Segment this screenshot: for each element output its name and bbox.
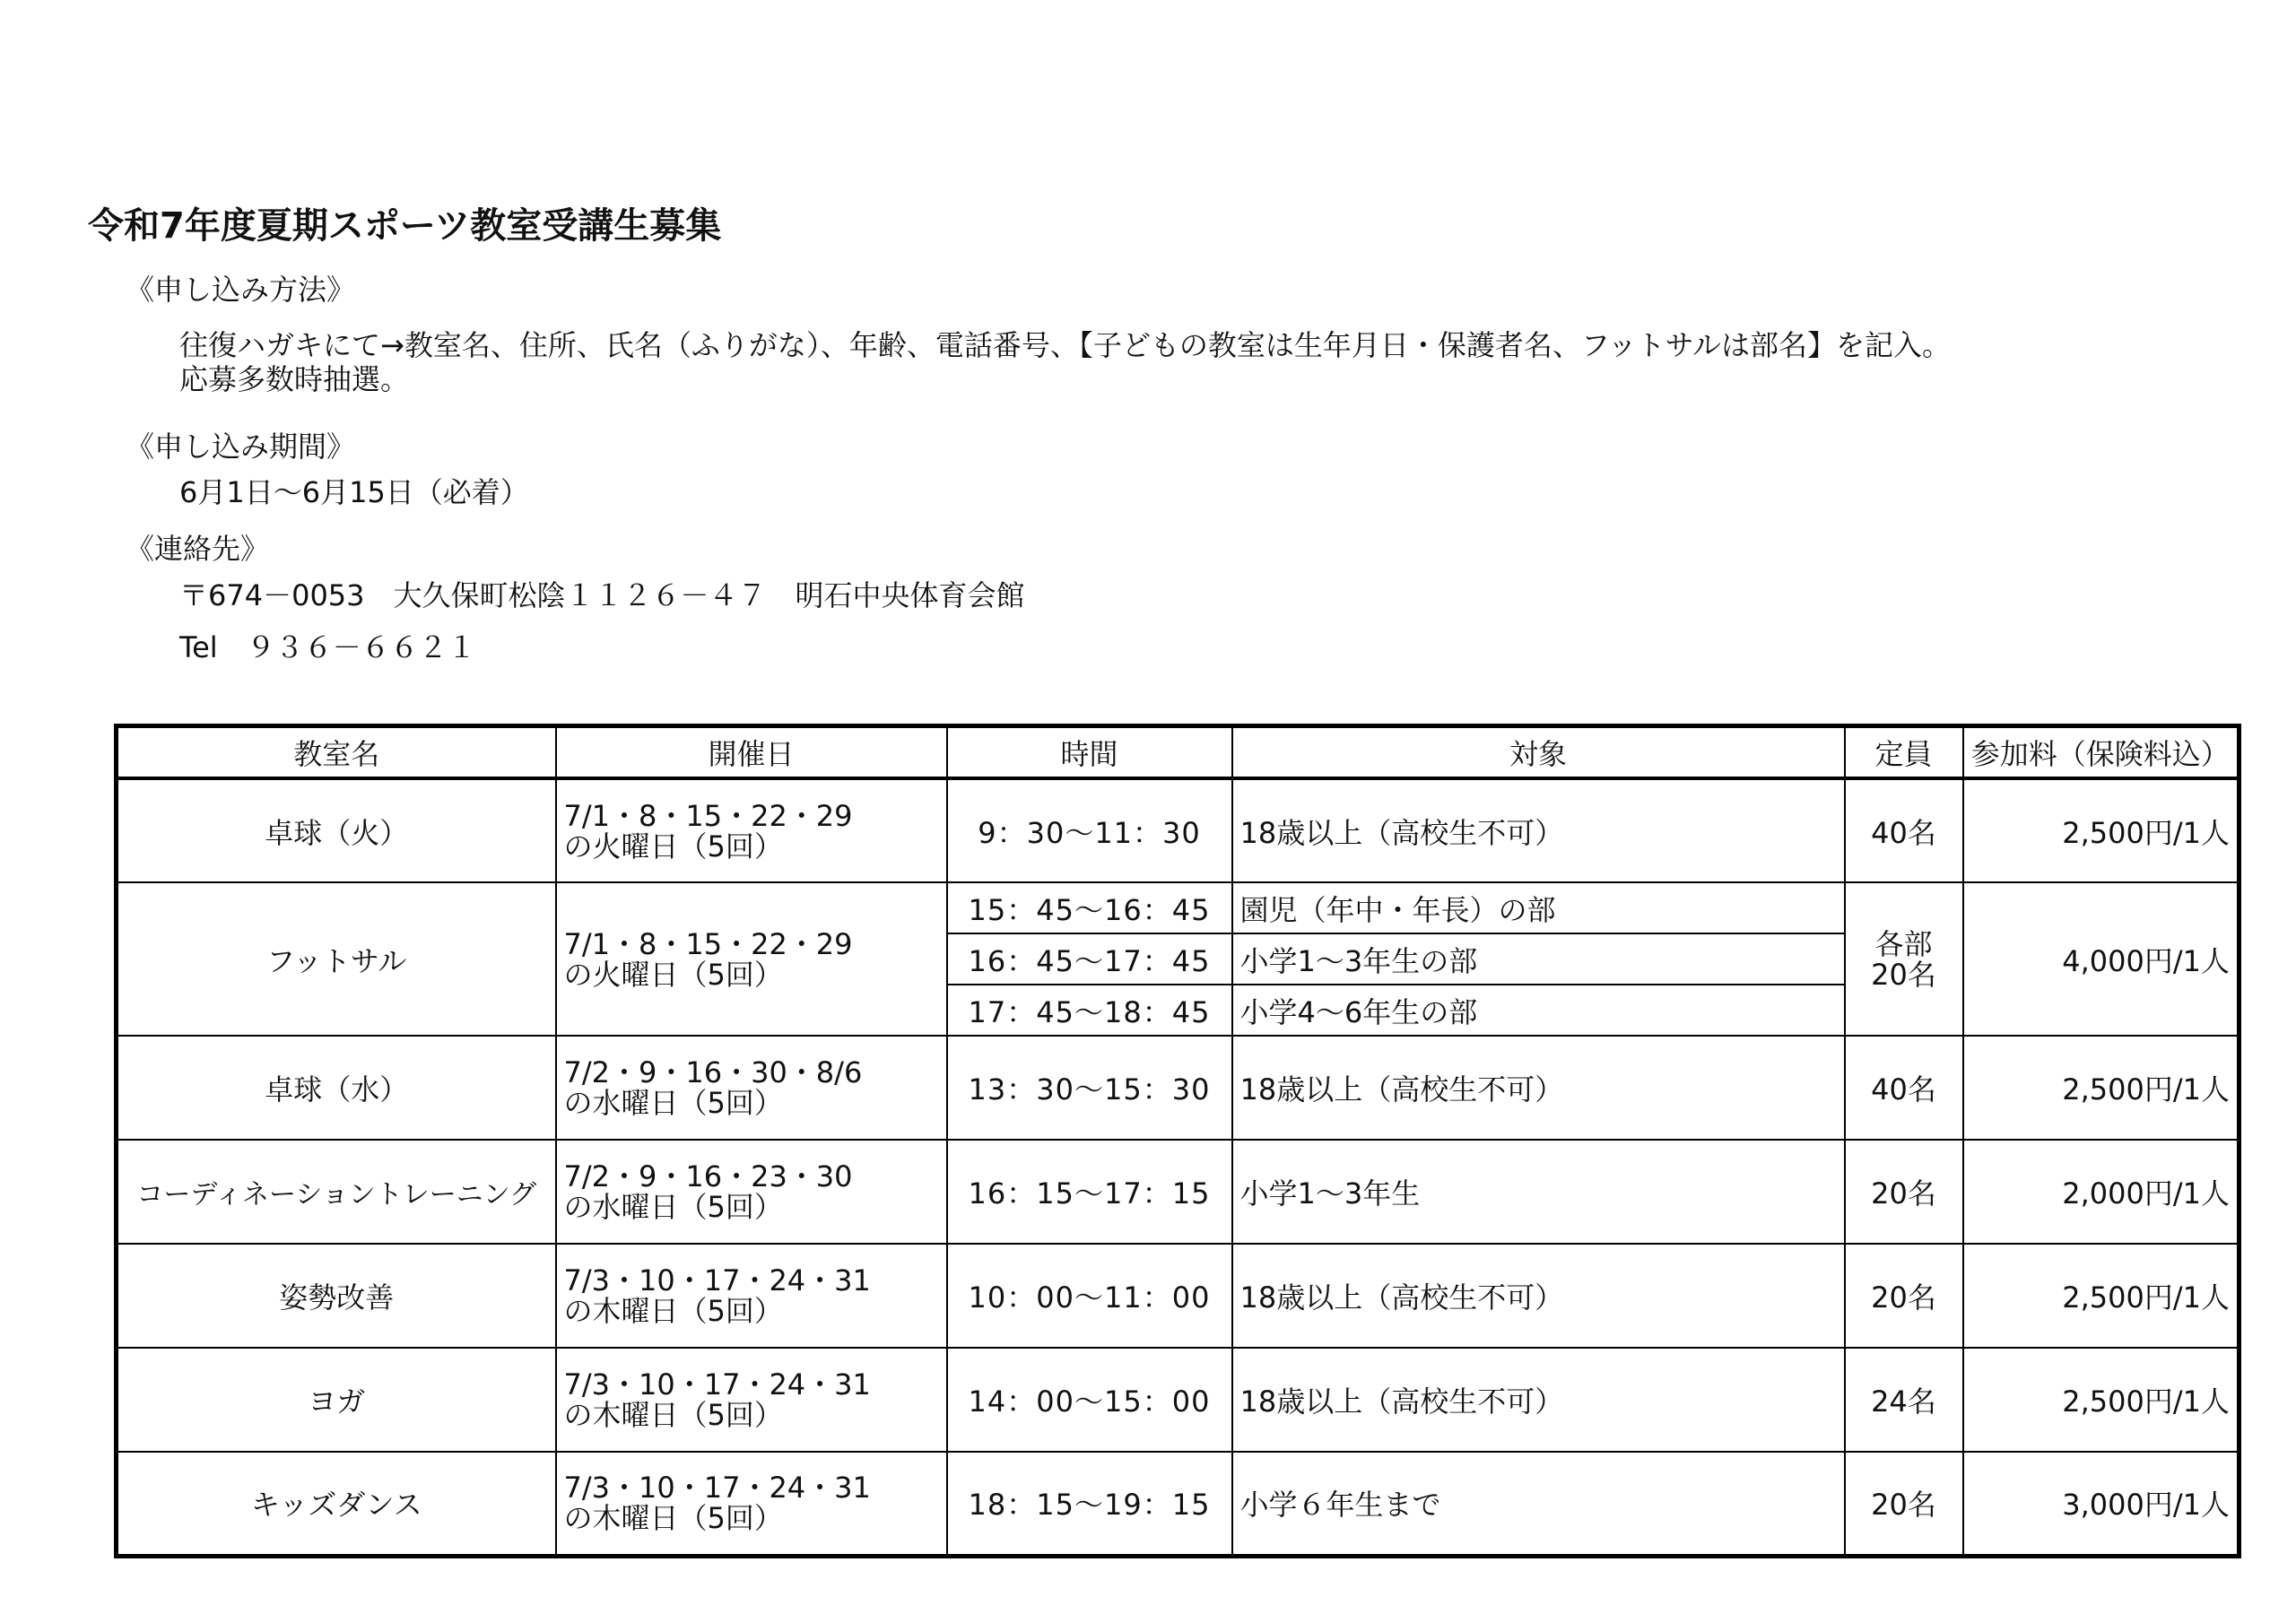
class-time: 16：15～17：15 (947, 1140, 1232, 1244)
dates-line-1: 7/2・9・16・23・30 (563, 1159, 853, 1193)
class-name: ヨガ (117, 1348, 556, 1452)
method-text (179, 328, 1951, 396)
table-row (117, 1036, 2239, 1140)
page-title: 令和7年度夏期スポーツ教室受講生募集 (88, 205, 722, 247)
class-name: 卓球（水） (117, 1036, 556, 1140)
class-time: 15：45～16：45 (947, 882, 1232, 933)
dates-line-2: の火曜日（5回） (563, 957, 783, 992)
class-target: 18歳以上（高校生不可） (1232, 1348, 1845, 1452)
class-dates (556, 1348, 947, 1452)
class-fee: 2,500円/1人 (1963, 1348, 2239, 1452)
class-name: キッズダンス (117, 1452, 556, 1556)
capacity-line-2: 20名 (1871, 957, 1936, 992)
dates-line-1: 7/2・9・16・30・8/6 (563, 1055, 863, 1089)
dates-line-2: の木曜日（5回） (563, 1398, 783, 1432)
dates-line-1: 7/3・10・17・24・31 (563, 1263, 871, 1298)
header-target: 対象 (1232, 726, 1845, 779)
class-fee: 2,000円/1人 (1963, 1140, 2239, 1244)
class-capacity: 20名 (1845, 1244, 1963, 1348)
dates-line-2: の木曜日（5回） (563, 1294, 783, 1328)
dates-line-1: 7/3・10・17・24・31 (563, 1367, 871, 1402)
class-time: 14：00～15：00 (947, 1348, 1232, 1452)
class-time: 17：45～18：45 (947, 985, 1232, 1036)
dates-line-2: の木曜日（5回） (563, 1501, 783, 1536)
class-target: 小学1～3年生の部 (1232, 933, 1845, 985)
header-capacity: 定員 (1845, 726, 1963, 779)
class-fee: 2,500円/1人 (1963, 778, 2239, 882)
class-time: 10：00～11：00 (947, 1244, 1232, 1348)
header-class-name: 教室名 (117, 726, 556, 779)
class-capacity: 20名 (1845, 1140, 1963, 1244)
class-fee: 2,500円/1人 (1963, 1244, 2239, 1348)
class-time: 9：30～11：30 (947, 778, 1232, 882)
dates-line-1: 7/1・8・15・22・29 (563, 926, 853, 961)
class-target: 18歳以上（高校生不可） (1232, 1036, 1845, 1140)
class-target: 18歳以上（高校生不可） (1232, 778, 1845, 882)
class-fee: 4,000円/1人 (1963, 882, 2239, 1036)
period-text: 6月1日～6月15日（必着） (179, 475, 529, 509)
method-heading: 《申し込み方法》 (126, 273, 356, 307)
class-target: 小学4～6年生の部 (1232, 985, 1845, 1036)
class-target: 小学1～3年生 (1232, 1140, 1845, 1244)
class-time: 16：45～17：45 (947, 933, 1232, 985)
class-fee: 3,000円/1人 (1963, 1452, 2239, 1556)
contact-heading: 《連絡先》 (126, 532, 270, 566)
class-capacity: 24名 (1845, 1348, 1963, 1452)
header-time: 時間 (947, 726, 1232, 779)
contact-address: 〒674－0053 大久保町松陰１１２６－４７ 明石中央体育会館 (179, 578, 1025, 612)
class-target: 18歳以上（高校生不可） (1232, 1244, 1845, 1348)
class-target: 小学６年生まで (1232, 1452, 1845, 1556)
dates-line-2: の水曜日（5回） (563, 1190, 783, 1224)
contact-tel: Tel ９３６－６６２１ (179, 630, 476, 664)
class-fee: 2,500円/1人 (1963, 1036, 2239, 1140)
header-fee: 参加料（保険料込） (1963, 726, 2239, 779)
class-schedule-table (114, 724, 2241, 1558)
class-name: 卓球（火） (117, 778, 556, 882)
capacity-line-1: 各部 (1874, 926, 1933, 961)
class-name: 姿勢改善 (117, 1244, 556, 1348)
class-dates (556, 882, 947, 1036)
class-dates (556, 1140, 947, 1244)
dates-line-2: の火曜日（5回） (563, 829, 783, 864)
class-time: 18：15～19：15 (947, 1452, 1232, 1556)
class-capacity: 40名 (1845, 778, 1963, 882)
dates-line-1: 7/3・10・17・24・31 (563, 1471, 871, 1506)
table-row (117, 1244, 2239, 1348)
table-row (117, 1348, 2239, 1452)
class-time: 13：30～15：30 (947, 1036, 1232, 1140)
class-dates (556, 1452, 947, 1556)
table-row (117, 882, 2239, 933)
method-line-2: 応募多数時抽選。 (179, 362, 410, 396)
class-capacity: 40名 (1845, 1036, 1963, 1140)
table-header-row (117, 726, 2239, 779)
header-dates: 開催日 (556, 726, 947, 779)
method-line-1: 往復ハガキにて→教室名、住所、氏名（ふりがな）、年齢、電話番号、【子どもの教室は生年月日・保護者名、フットサルは部名】を記入。 (179, 328, 1951, 362)
table-row (117, 778, 2239, 882)
class-name: フットサル (117, 882, 556, 1036)
class-dates (556, 1244, 947, 1348)
class-capacity: 20名 (1845, 1452, 1963, 1556)
dates-line-1: 7/1・8・15・22・29 (563, 798, 853, 833)
class-dates (556, 778, 947, 882)
table-row (117, 1140, 2239, 1244)
class-name: コーディネーショントレーニング (117, 1140, 556, 1244)
table-row (117, 1452, 2239, 1556)
class-dates (556, 1036, 947, 1140)
class-capacity (1845, 882, 1963, 1036)
period-heading: 《申し込み期間》 (126, 430, 356, 464)
class-target: 園児（年中・年長）の部 (1232, 882, 1845, 933)
dates-line-2: の水曜日（5回） (563, 1086, 783, 1120)
